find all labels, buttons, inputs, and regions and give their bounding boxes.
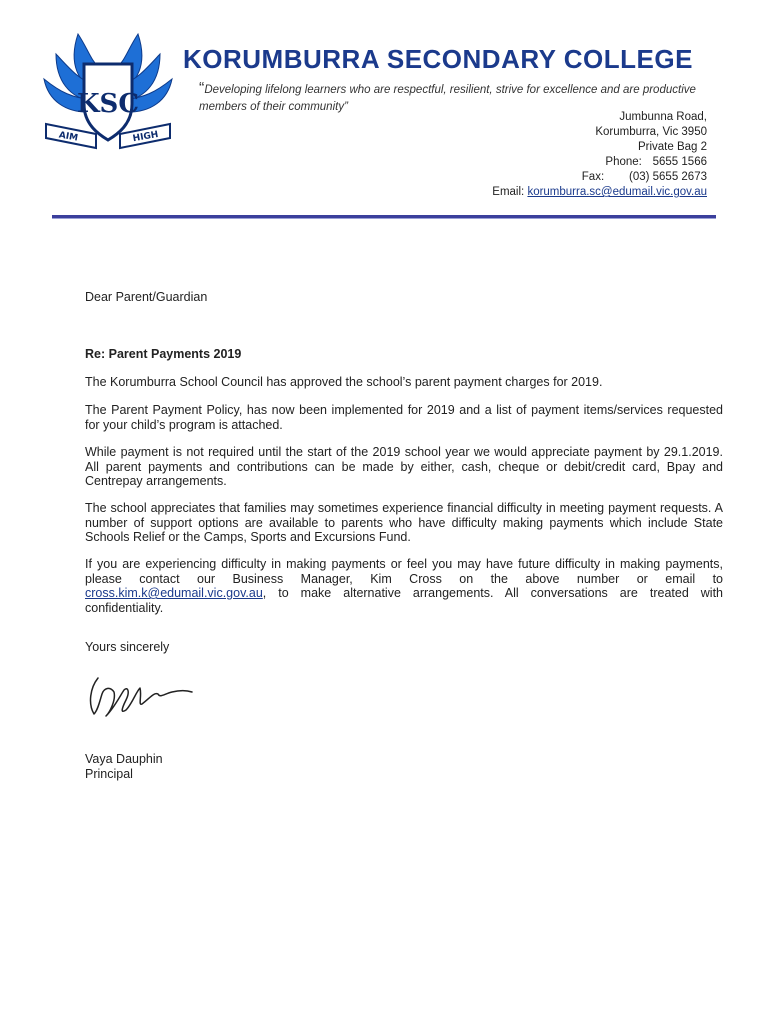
address-bag: Private Bag 2 <box>637 141 707 153</box>
crest-monogram: KSC <box>76 89 140 119</box>
phone-number: 5655 1566 <box>652 156 707 168</box>
address-phone <box>492 155 707 170</box>
motto-quote-mark: “ <box>199 80 205 97</box>
address-email <box>492 185 707 200</box>
fax-number: (03) 5655 2673 <box>628 171 707 183</box>
email-label: Email: <box>492 186 525 198</box>
signer-block <box>85 752 163 782</box>
school-address <box>492 110 707 200</box>
paragraph-4: The school appreciates that families may sometimes experience financial difficulty in meeting payment requests. A number of support options are available to parents who have difficulty making payments which include State Schools Relief or the Camps, Sports and Excursions Fund. <box>85 501 723 544</box>
paragraph-5 <box>85 557 723 615</box>
business-manager-email-link[interactable]: cross.kim.k@edumail.vic.gov.au <box>85 586 263 600</box>
salutation: Dear Parent/Guardian <box>85 290 208 304</box>
crest-banner-right: HIGH <box>132 129 160 145</box>
phone-label: Phone: <box>605 156 642 168</box>
paragraph-5-text-a: If you are experiencing difficulty in making payments or feel you may have future difficulty in making payments, please contact our Business Manager, Kim Cross on the above number or email to <box>85 557 723 586</box>
fax-label: Fax: <box>581 171 605 183</box>
signer-name: Vaya Dauphin <box>85 752 163 766</box>
signature-image <box>80 670 200 725</box>
crest-banner-left: AIM <box>57 130 79 144</box>
paragraph-3: While payment is not required until the start of the 2019 school year we would appreciate payment by 29.1.2019. All parent payments and contributions can be made by either, cash, cheque or debit/credit card, Bpay and Centrepay arrangements. <box>85 445 723 488</box>
paragraph-5-text-b: , to make alternative arrangements. All conversations are treated with confidentiality. <box>85 586 723 615</box>
letter-subject: Re: Parent Payments 2019 <box>85 347 242 361</box>
paragraph-1: The Korumburra School Council has approved the school’s parent payment charges for 2019. <box>85 375 603 389</box>
header-divider <box>52 215 716 219</box>
paragraph-2: The Parent Payment Policy, has now been implemented for 2019 and a list of payment items/services requested for your child’s program is attached. <box>85 403 723 432</box>
address-street: Jumbunna Road, <box>619 111 707 123</box>
motto-text: Developing lifelong learners who are respectful, resilient, strive for excellence and are productive members of their community” <box>199 84 696 113</box>
signer-title: Principal <box>85 767 133 781</box>
school-name: KORUMBURRA SECONDARY COLLEGE <box>183 44 693 74</box>
closing: Yours sincerely <box>85 640 170 654</box>
address-town: Korumburra, Vic 3950 <box>595 126 707 138</box>
school-email-link[interactable]: korumburra.sc@edumail.vic.gov.au <box>527 186 707 198</box>
address-fax <box>492 170 707 185</box>
school-crest-icon <box>38 24 178 164</box>
